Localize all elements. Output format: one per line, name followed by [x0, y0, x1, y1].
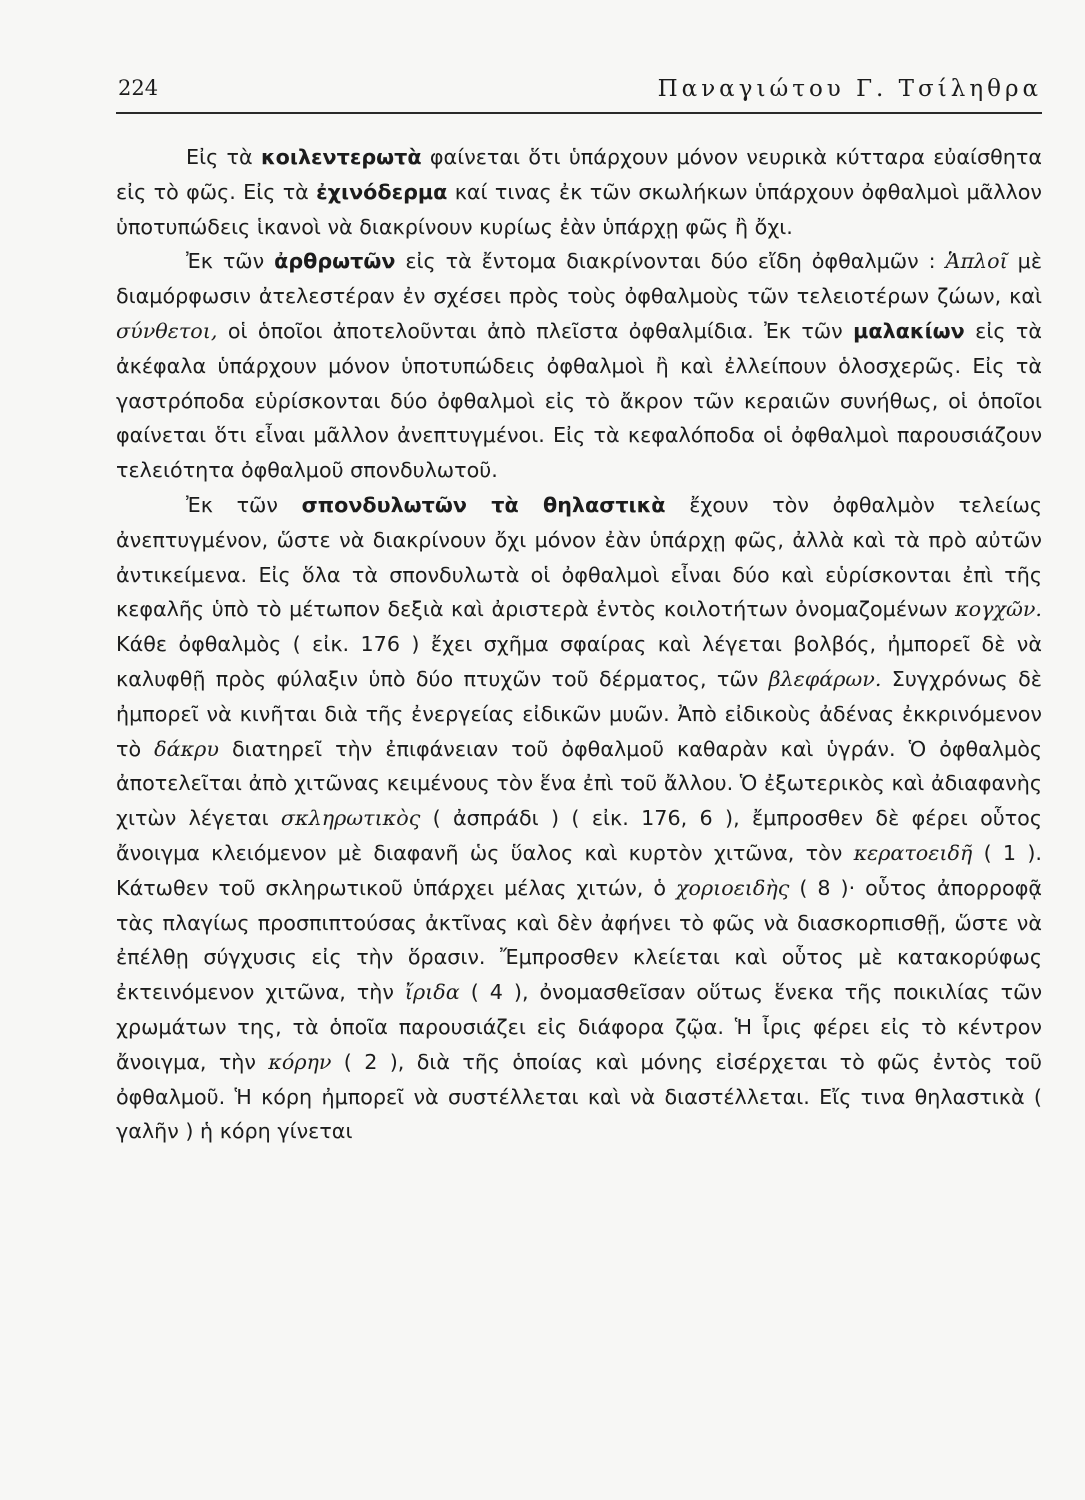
italic-term: κογχῶν.	[955, 597, 1042, 622]
paragraph	[116, 488, 1042, 1149]
italic-term: σκληρωτικὸς	[280, 806, 421, 831]
text-run: Ἐκ τῶν	[186, 249, 275, 274]
text-run: ( 4 ), ὀνομασθεῖσαν οὕτως ἕνεκα τῆς ποικιλίας τῶν χρωμάτων της, τὰ ὁποῖα παρουσιάζει εἰς διάφορα ζῷα. Ἡ ἶρις φέρει εἰς τὸ κέντρον ἄνοιγμα, τὴν	[116, 980, 1043, 1074]
text-run: ( ἀσπράδι ) ( εἰκ. 176, 6 ), ἔμπροσθεν δὲ φέρει οὗτος ἄνοιγμα κλειόμενον μὲ διαφανῆ ὡς ὕαλος καὶ κυρτὸν χιτῶνα, τὸν	[116, 806, 1042, 865]
text-run: φαίνεται ὅτι ὑπάρχουν μόνον νευρικὰ κύτταρα εὐαίσθητα εἰς τὸ φῶς. Εἰς τὰ	[116, 145, 1042, 204]
running-head: Παναγιώτου Γ. Τσίληθρα	[657, 76, 1042, 102]
italic-term: σύνθετοι,	[116, 318, 218, 343]
italic-term: Ἁπλοῖ	[945, 249, 1008, 274]
text-run: Ἐκ τῶν	[186, 492, 302, 517]
paragraph	[116, 244, 1042, 488]
text-run: Εἰς τὰ	[186, 145, 261, 169]
bold-term: κοιλεντερωτὰ	[260, 145, 422, 169]
bold-term: ἐχινόδερμα	[316, 179, 448, 204]
italic-term: χοριοειδὴς	[675, 875, 790, 900]
italic-term: δάκρυ	[154, 736, 219, 761]
text-run: ἔχουν τὸν ὀφθαλμὸν τελείως ἀνεπτυγμένον, ὥστε νὰ διακρίνουν ὄχι μόνον ἐὰν ὑπάρχῃ φῶς, ἀλλὰ καὶ τὰ πρὸ αὐτῶν ἀντικείμενα. Εἰς ὅλα τὰ σπονδυλωτὰ οἱ ὀφθαλμοὶ εἶναι δύο καὶ εὑρίσκονται ἐπὶ τῆς κεφαλῆς ὑπὸ τὸ μέτωπον δεξιὰ καὶ ἀριστερὰ ἐντὸς κοιλοτήτων ὀνομαζομένων	[116, 492, 1042, 622]
italic-term: κερατοειδῆ	[853, 840, 973, 865]
text-run: Συγχρόνως δὲ ἠμπορεῖ νὰ κινῆται διὰ τῆς ἐνεργείας εἰδικῶν μυῶν. Ἀπὸ εἰδικοὺς ἀδένας ἐκκρινόμενον τὸ	[116, 666, 1042, 761]
text-run: εἰς τὰ ἔντομα διακρίνονται δύο εἴδη ὀφθαλμῶν :	[395, 249, 946, 274]
text-run: ( 2 ), διὰ τῆς ὁποίας καὶ μόνης εἰσέρχεται τὸ φῶς ἐντὸς τοῦ ὀφθαλμοῦ. Ἡ κόρη ἠμπορεῖ νὰ συστέλλεται καὶ νὰ διαστέλλεται. Εἴς τινα θηλαστικὰ ( γαλῆν ) ἡ κόρη γίνεται	[116, 1049, 1042, 1144]
text-run: μὲ διαμόρφωσιν ἀτελεστέραν ἐν σχέσει πρὸς τοὺς ὀφθαλμοὺς τῶν τελειοτέρων ζώων, καὶ	[116, 249, 1043, 309]
text-run: Κάθε ὀφθαλμὸς ( εἰκ. 176 ) ἔχει σχῆμα σφαίρας καὶ λέγεται βολβός, ἠμπορεῖ δὲ νὰ καλυφθῇ πρὸς φύλαξιν ὑπὸ δύο πτυχῶν τοῦ δέρματος, τῶν	[116, 632, 1042, 691]
italic-term: βλεφάρων.	[768, 666, 882, 691]
italic-term: κόρην	[268, 1049, 332, 1074]
bold-term: σπονδυλωτῶν τὰ θηλαστικὰ	[301, 492, 666, 517]
page-number: 224	[118, 76, 159, 100]
text-run: οἱ ὁποῖοι ἀποτελοῦνται ἀπὸ πλεῖστα ὀφθαλμίδια. Ἐκ τῶν	[217, 318, 854, 343]
bold-term: ἀρθρωτῶν	[274, 249, 396, 274]
text-run: καί τινας ἐκ τῶν σκωλήκων ὑπάρχουν ὀφθαλμοὶ μᾶλλον ὑποτυπώδεις ἱκανοὶ νὰ διακρίνουν κυρίως ἐὰν ὑπάρχῃ φῶς ἢ ὄχι.	[116, 179, 1042, 239]
header-rule	[116, 112, 1042, 114]
paragraph	[116, 140, 1042, 244]
bold-term: μαλακίων	[853, 318, 965, 343]
text-run: ( 1 ). Κάτωθεν τοῦ σκληρωτικοῦ ὑπάρχει μέλας χιτών, ὁ	[116, 840, 1042, 900]
page-header	[116, 76, 1042, 116]
italic-term: ἴριδα	[404, 980, 460, 1005]
body-text	[116, 140, 1042, 1149]
text-run: ( 8 )· οὗτος ἀπορροφᾷ τὰς πλαγίως προσπιπτούσας ἀκτῖνας καὶ δὲν ἀφήνει τὸ φῶς νὰ διασκορπισθῇ, ὥστε νὰ ἐπέλθῃ σύγχυσις εἰς τὴν ὅρασιν. Ἔμπροσθεν κλείεται καὶ οὗτος μὲ κατακορύφως ἐκτεινόμενον χιτῶνα, τὴν	[116, 875, 1042, 1005]
text-run: εἰς τὰ ἀκέφαλα ὑπάρχουν μόνον ὑποτυπώδεις ὀφθαλμοὶ ἢ καὶ ἐλλείπουν ὁλοσχερῶς. Εἰς τὰ γαστρόποδα εὑρίσκονται δύο ὀφθαλμοὶ εἰς τὸ ἄκρον τῶν κεραιῶν συνήθως, οἱ ὁποῖοι φαίνεται ὅτι εἶναι μᾶλλον ἀνεπτυγμένοι. Εἰς τὰ κεφαλόποδα οἱ ὀφθαλμοὶ παρουσιάζουν τελειότητα ὀφθαλμοῦ σπονδυλωτοῦ.	[116, 318, 1042, 483]
text-run: διατηρεῖ τὴν ἐπιφάνειαν τοῦ ὀφθαλμοῦ καθαρὰν καὶ ὑγράν. Ὁ ὀφθαλμὸς ἀποτελεῖται ἀπὸ χιτῶνας κειμένους τὸν ἕνα ἐπὶ τοῦ ἄλλου. Ὁ ἐξωτερικὸς καὶ ἀδιαφανὴς χιτὼν λέγεται	[116, 736, 1042, 831]
